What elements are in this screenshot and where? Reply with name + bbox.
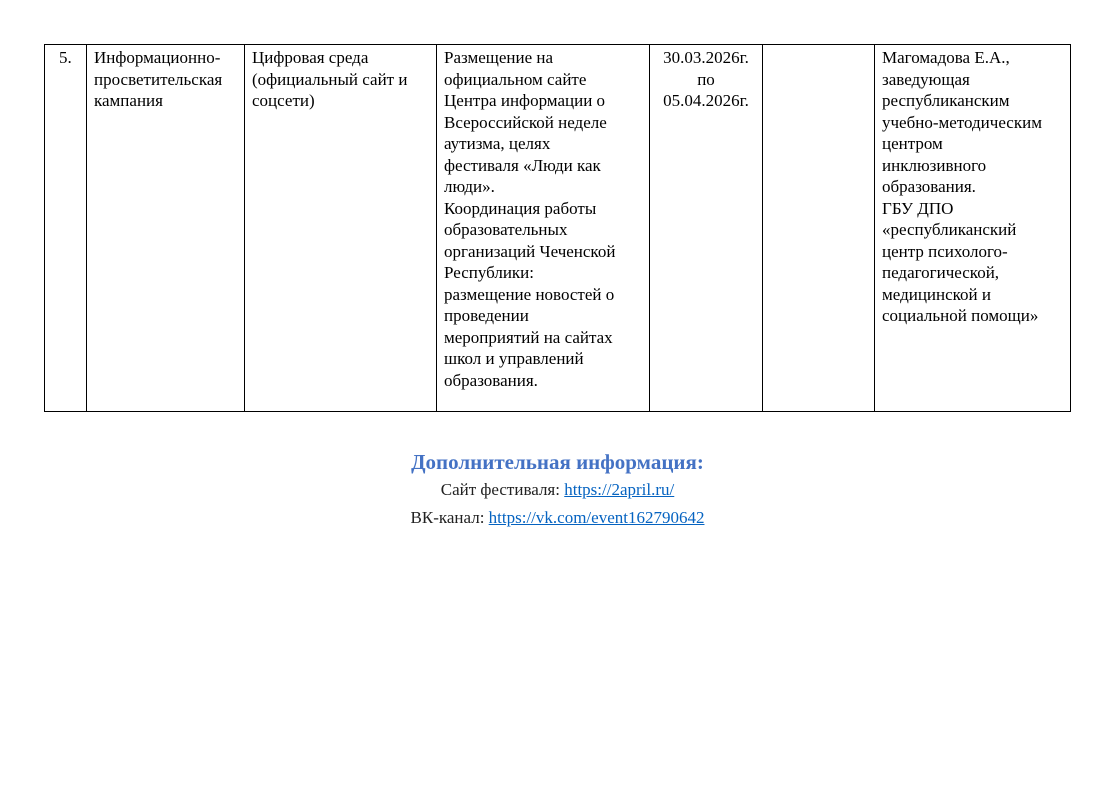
event-content-line: образовательных — [444, 220, 568, 239]
event-content-line: Размещение на — [444, 48, 554, 67]
additional-info-title: Дополнительная информация: — [411, 450, 704, 474]
festival-site-link[interactable]: https://2april.ru/ — [564, 480, 675, 499]
row-number-cell — [45, 45, 87, 412]
responsible-line: ГБУ ДПО — [882, 198, 954, 218]
event-content-line: Центра информации о — [444, 91, 606, 110]
event-content-line: фестиваля «Люди как — [444, 155, 601, 175]
event-content-line: проведении — [444, 306, 529, 325]
vk-channel-line — [0, 504, 1115, 532]
event-type-line: Информационно- — [94, 48, 221, 67]
event-form-line: (официальный сайт и — [252, 69, 408, 89]
additional-info-section — [0, 448, 1115, 532]
event-dates-cell — [650, 45, 763, 412]
responsible-line: «республиканский — [882, 220, 1017, 239]
responsible-line: педагогической, — [882, 263, 1000, 282]
event-content-line: Координация работы — [444, 198, 597, 218]
event-content-line: размещение новостей о — [444, 284, 615, 304]
event-form-line: Цифровая среда — [252, 48, 369, 67]
event-content-line: люди». — [444, 177, 495, 196]
event-content-line: Всероссийской неделе — [444, 112, 607, 132]
responsible-line: республиканским — [882, 91, 1010, 110]
festival-site-label: Сайт фестиваля: — [440, 480, 565, 499]
event-content-line: мероприятий на сайтах — [444, 327, 613, 347]
event-date-end: 05.04.2026г. — [663, 91, 749, 110]
event-type-line: кампания — [94, 91, 163, 110]
responsible-line: медицинской и — [882, 284, 992, 304]
responsible-line: социальной помощи» — [882, 306, 1039, 325]
responsible-line: образования. — [882, 177, 976, 196]
empty-cell — [763, 45, 875, 412]
event-form-line: соцсети) — [252, 91, 315, 110]
row-number: 5. — [59, 48, 72, 67]
event-form-cell — [245, 45, 437, 412]
event-content-cell — [437, 45, 650, 412]
event-content-line: организаций Чеченской — [444, 241, 616, 261]
vk-channel-link[interactable]: https://vk.com/event162790642 — [488, 508, 705, 527]
responsible-line: Магомадова Е.А., — [882, 48, 1010, 67]
event-content-line: школ и управлений — [444, 349, 584, 368]
responsible-line: заведующая — [882, 69, 970, 89]
event-type-cell — [87, 45, 245, 412]
table-row — [45, 45, 1071, 412]
responsible-line: инклюзивного — [882, 155, 987, 175]
event-type-line: просветительская — [94, 69, 223, 89]
festival-site-line — [0, 476, 1115, 504]
event-content-line: образования. — [444, 370, 538, 390]
responsible-line: центром — [882, 134, 943, 153]
event-content-line: официальном сайте — [444, 69, 587, 89]
vk-channel-label: ВК-канал: — [410, 508, 489, 527]
event-date-separator: по — [697, 69, 715, 89]
responsible-line: учебно-методическим — [882, 112, 1042, 132]
responsible-cell — [875, 45, 1071, 412]
event-content-line: аутизма, целях — [444, 134, 551, 153]
events-table — [44, 44, 1071, 412]
responsible-line: центр психолого- — [882, 241, 1008, 261]
event-content-line: Республики: — [444, 263, 535, 282]
event-date-start: 30.03.2026г. — [663, 48, 749, 67]
